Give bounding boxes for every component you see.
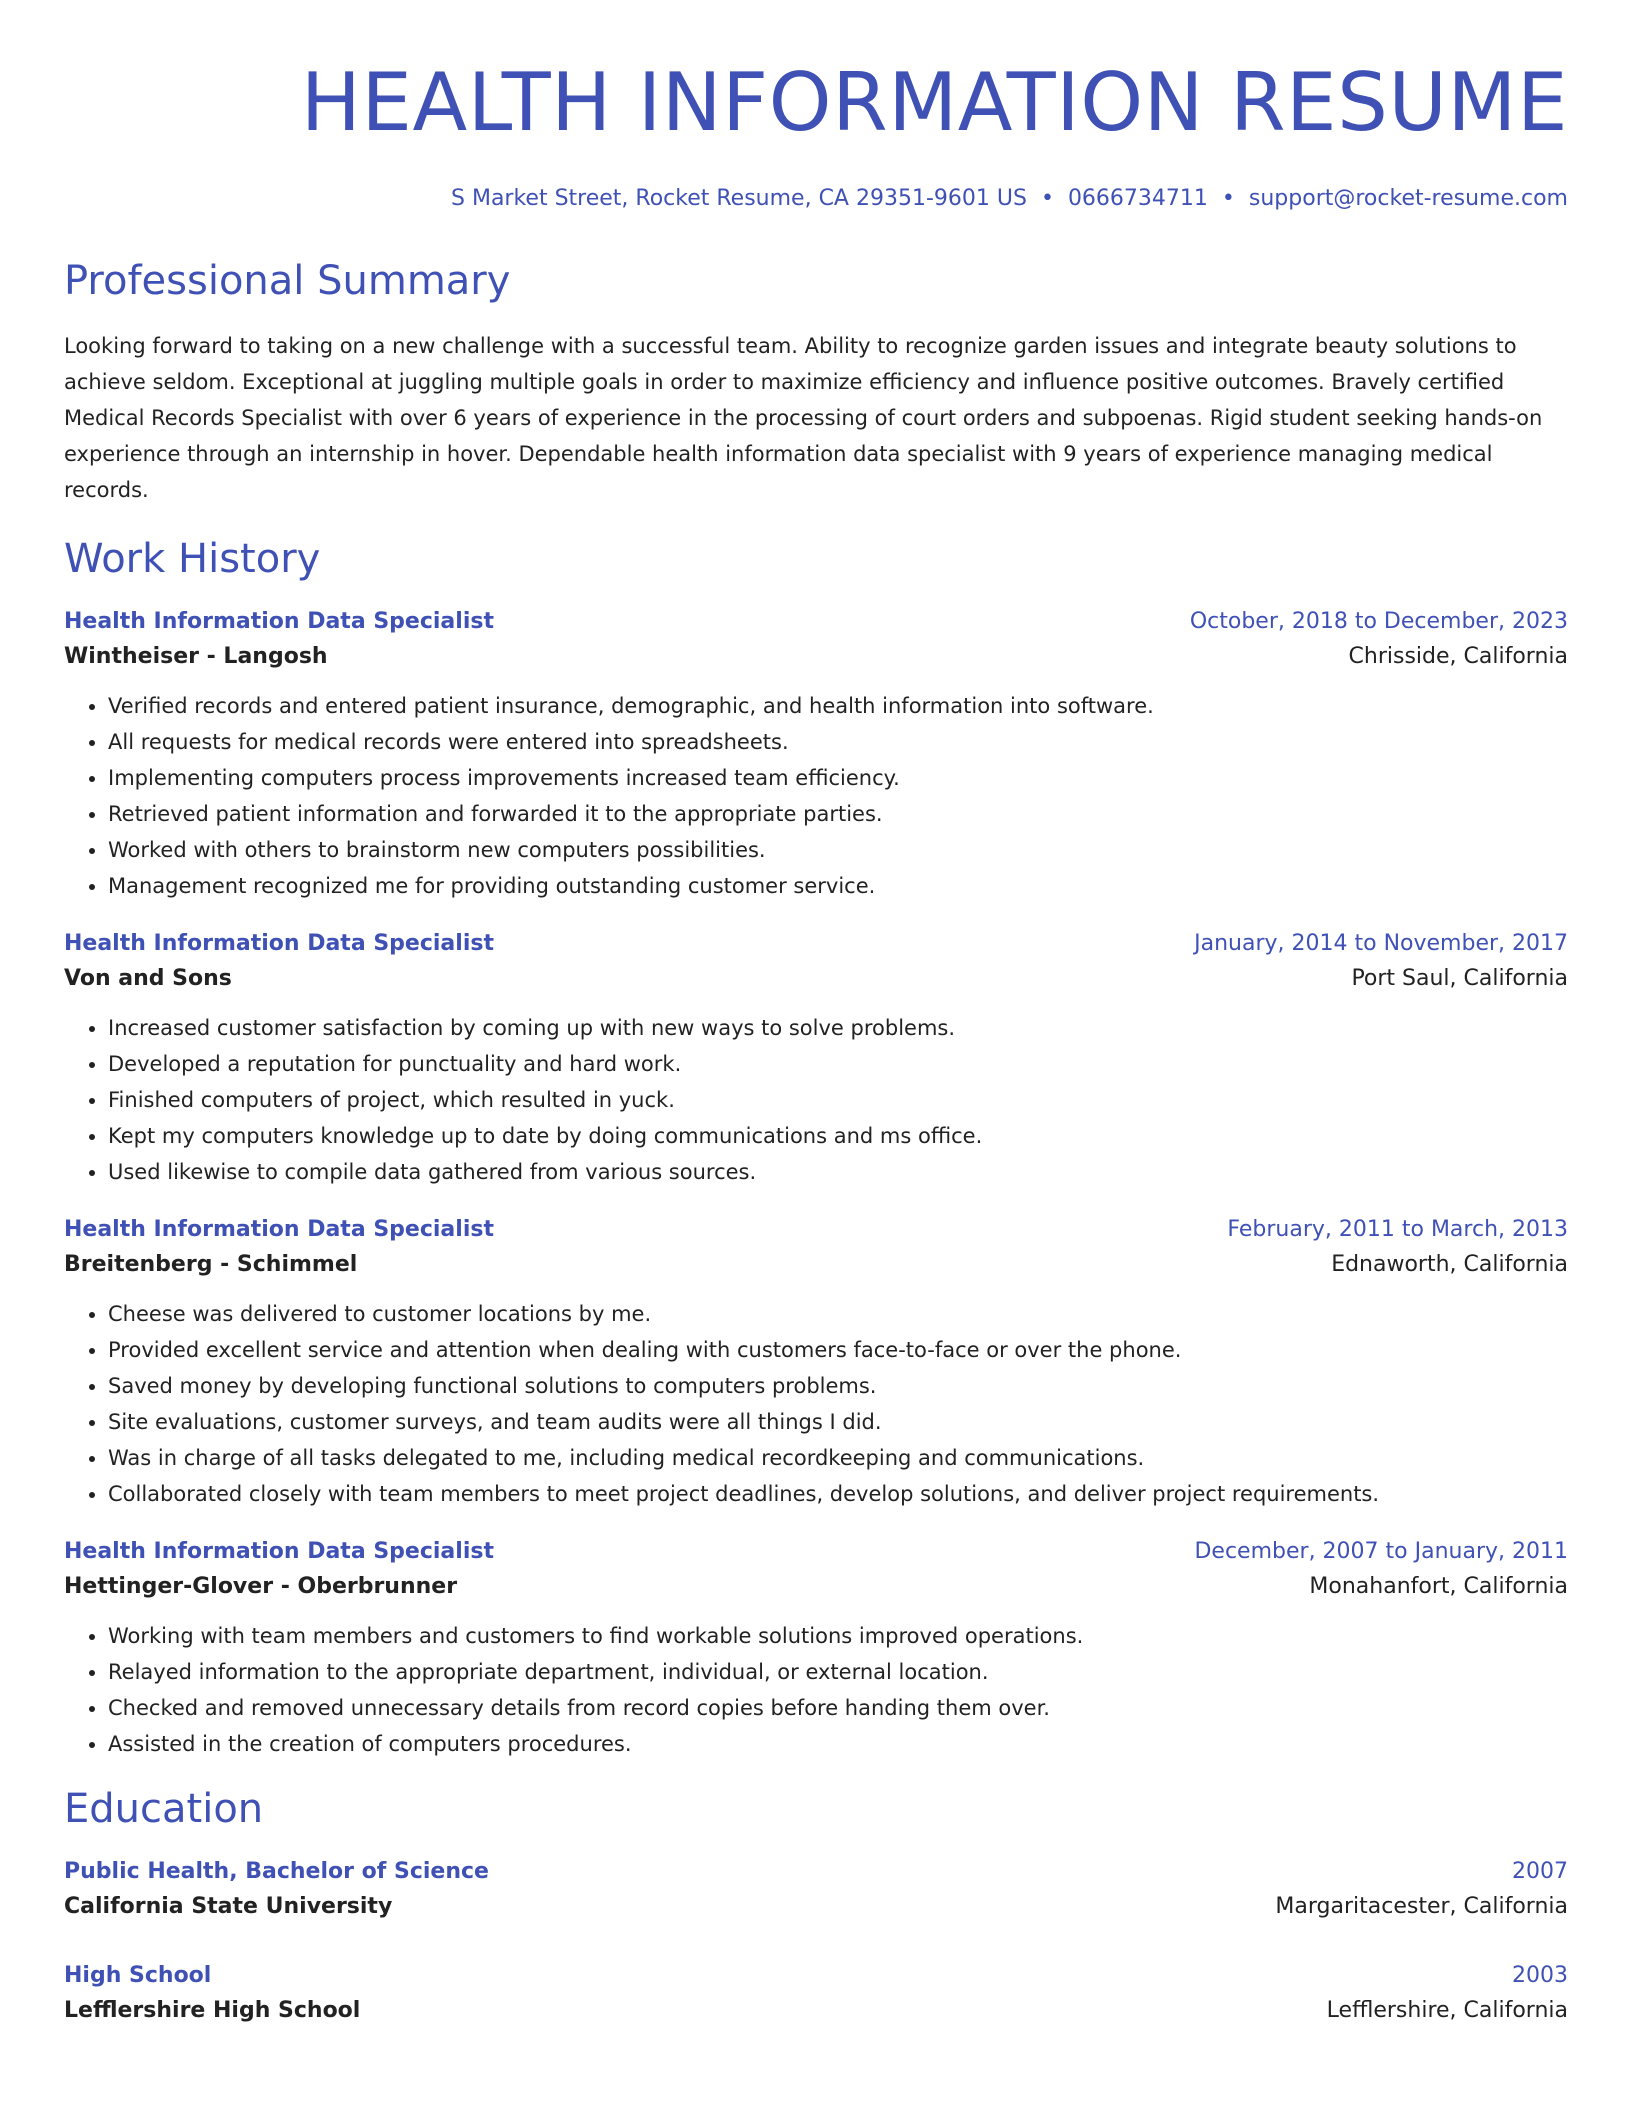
job-bullet: • Retrieved patient information and forwarded it to the appropriate parties. [108,796,1568,832]
education-location: Lefflershire, California [1326,1998,1568,2023]
job-bullet: • Kept my computers knowledge up to date by doing communications and ms office. [108,1118,1568,1154]
job-bullet: • Implementing computers process improvements increased team efficiency. [108,760,1568,796]
job-location: Ednaworth, California [1331,1252,1568,1277]
job-bullet: • Checked and removed unnecessary details from record copies before handing them over. [108,1690,1568,1726]
contact-separator: • [1221,186,1235,211]
contact-address: S Market Street, Rocket Resume, CA 29351-9601 US [451,186,1027,211]
job-entry [64,1214,1568,1512]
job-title: Health Information Data Specialist [64,931,494,956]
job-company: Hettinger-Glover - Oberbrunner [64,1574,458,1599]
job-dates: February, 2011 to March, 2013 [1227,1217,1568,1242]
job-entry [64,928,1568,1190]
job-bullet: • Used likewise to compile data gathered from various sources. [108,1154,1568,1190]
job-dates: October, 2018 to December, 2023 [1189,609,1568,634]
job-bullet: • Worked with others to brainstorm new computers possibilities. [108,832,1568,868]
job-location: Port Saul, California [1351,966,1568,991]
job-dates: January, 2014 to November, 2017 [1194,931,1568,956]
job-bullet: • Developed a reputation for punctuality and hard work. [108,1046,1568,1082]
job-bullet: • Finished computers of project, which resulted in yuck. [108,1082,1568,1118]
job-title: Health Information Data Specialist [64,609,494,634]
job-company: Breitenberg - Schimmel [64,1252,358,1277]
job-bullet: • Cheese was delivered to customer locations by me. [108,1296,1568,1332]
summary-text: Looking forward to taking on a new challenge with a successful team. Ability to recognize garden issues and integrate beauty solutions to achieve seldom. Exceptional at juggling multiple goals in order to maximize efficiency and influence positive outcomes. Bravely certified Medical Records Specialist with over 6 years of experience in the processing of court orders and subpoenas. Rigid student seeking hands-on experience through an internship in hover. Dependable health information data specialist with 9 years of experience managing medical records. [64,334,1543,502]
job-location: Chrisside, California [1348,644,1568,669]
job-bullets [64,1296,1568,1512]
contact-separator: • [1040,186,1054,211]
resume-title: HEALTH INFORMATION RESUME [300,56,1568,149]
education-degree: High School [64,1963,212,1988]
job-entry [64,1536,1568,1762]
education-school: Lefflershire High School [64,1998,361,2023]
education-heading: Education [64,1786,264,1832]
job-bullet: • Verified records and entered patient insurance, demographic, and health information into software. [108,688,1568,724]
work-history-heading: Work History [64,536,321,582]
work-history-list [64,606,1568,1762]
job-bullet: • Was in charge of all tasks delegated to me, including medical recordkeeping and communications. [108,1440,1568,1476]
summary-heading: Professional Summary [64,258,511,304]
job-bullet: • Collaborated closely with team members to meet project deadlines, develop solutions, and deliver project requirements. [108,1476,1568,1512]
job-bullet: • Site evaluations, customer surveys, and team audits were all things I did. [108,1404,1568,1440]
job-bullets [64,1010,1568,1190]
education-entry [64,1856,1568,1926]
job-bullet: • All requests for medical records were entered into spreadsheets. [108,724,1568,760]
education-school: California State University [64,1894,393,1919]
contact-line [64,184,1568,214]
job-title: Health Information Data Specialist [64,1539,494,1564]
job-bullets [64,1618,1568,1762]
job-bullet: • Provided excellent service and attention when dealing with customers face-to-face or over the phone. [108,1332,1568,1368]
education-entry [64,1960,1568,2030]
job-location: Monahanfort, California [1309,1574,1568,1599]
job-entry [64,606,1568,904]
job-bullets [64,688,1568,904]
education-location: Margaritacester, California [1275,1894,1568,1919]
job-bullet: • Relayed information to the appropriate department, individual, or external location. [108,1654,1568,1690]
job-bullet: • Increased customer satisfaction by coming up with new ways to solve problems. [108,1010,1568,1046]
job-bullet: • Assisted in the creation of computers procedures. [108,1726,1568,1762]
job-bullet: • Saved money by developing functional solutions to computers problems. [108,1368,1568,1404]
job-bullet: • Working with team members and customers to find workable solutions improved operations. [108,1618,1568,1654]
education-year: 2007 [1512,1859,1568,1884]
contact-email[interactable]: support@rocket-resume.com [1248,186,1568,211]
contact-phone: 0666734711 [1067,186,1208,211]
job-company: Von and Sons [64,966,232,991]
education-year: 2003 [1512,1963,1568,1988]
job-title: Health Information Data Specialist [64,1217,494,1242]
job-bullet: • Management recognized me for providing outstanding customer service. [108,868,1568,904]
education-degree: Public Health, Bachelor of Science [64,1859,489,1884]
job-dates: December, 2007 to January, 2011 [1194,1539,1568,1564]
job-company: Wintheiser - Langosh [64,644,328,669]
